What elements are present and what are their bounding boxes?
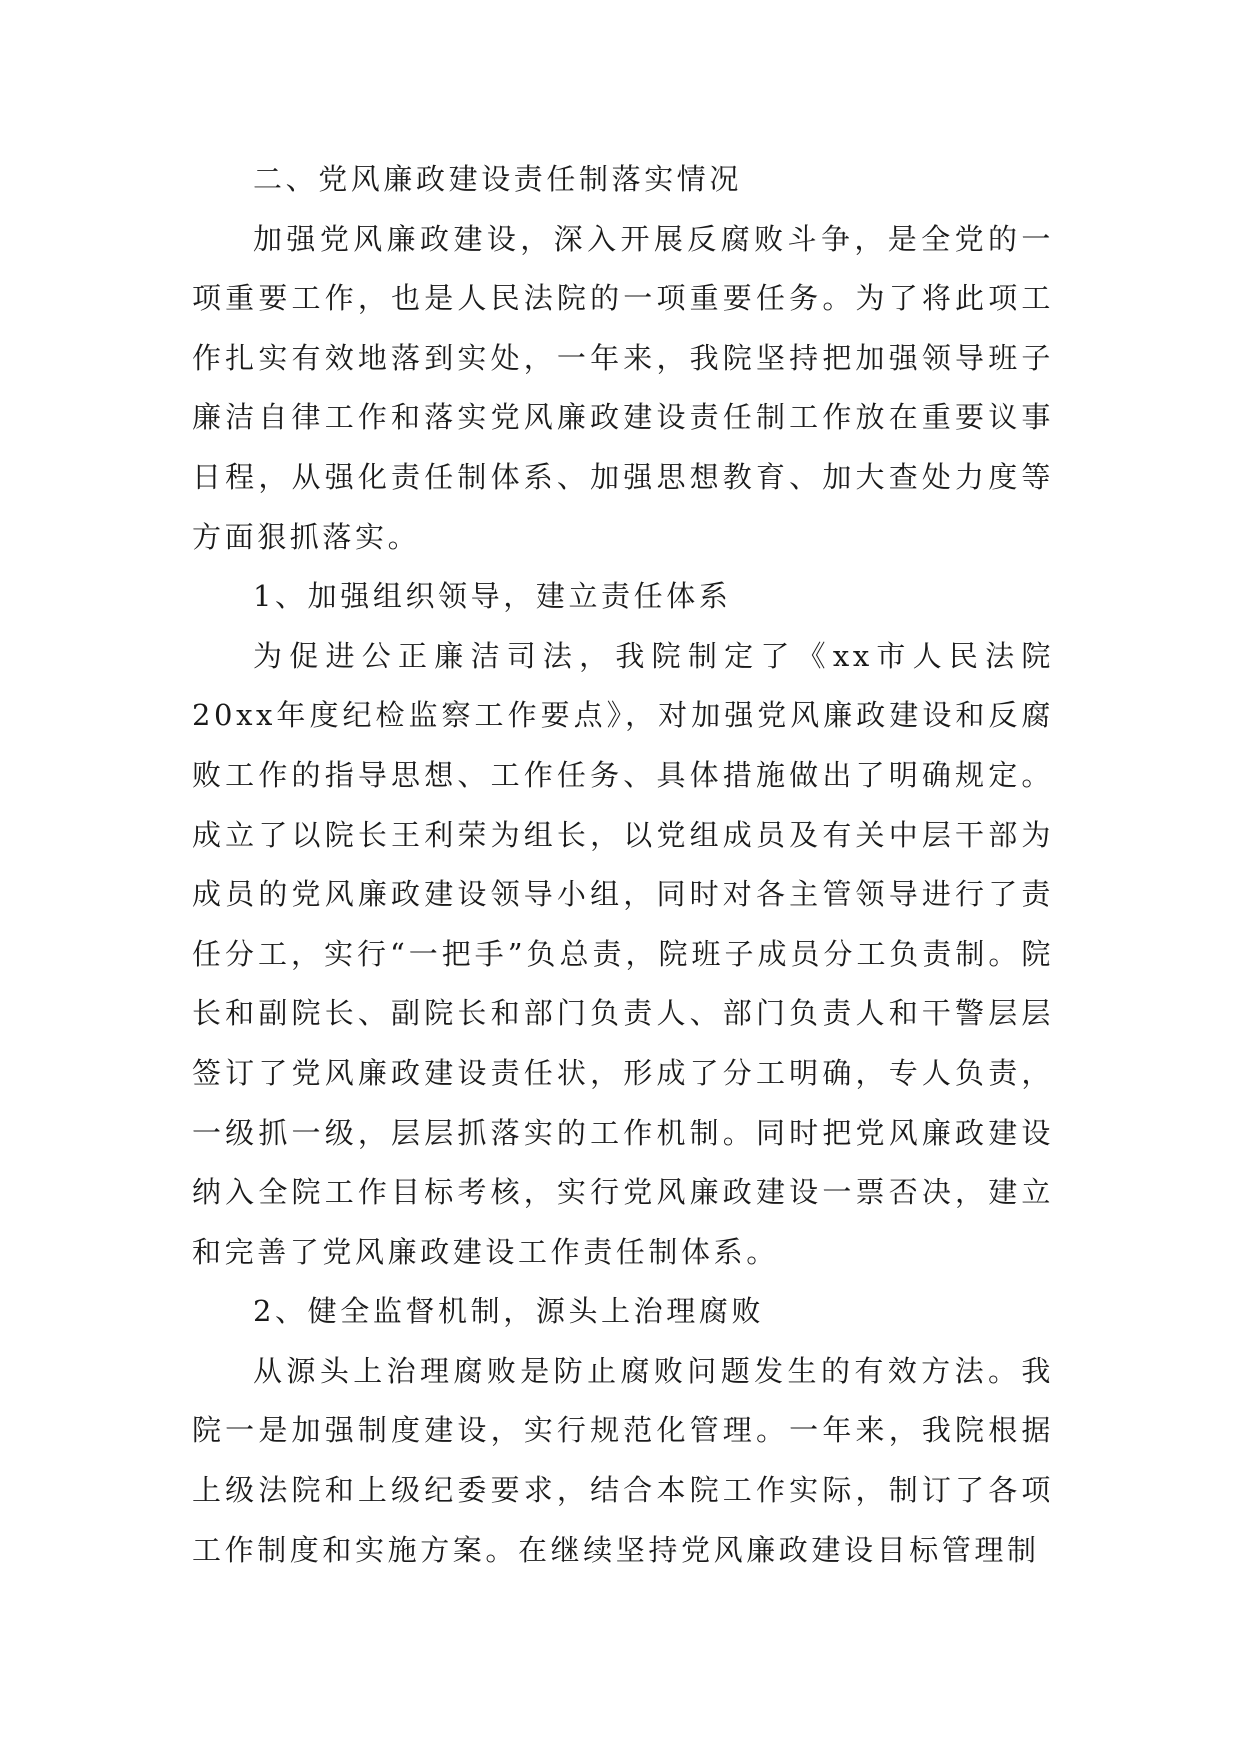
subheading-organization: 1、加强组织领导，建立责任体系 <box>253 579 732 614</box>
subheading-supervision: 2、健全监督机制，源头上治理腐败 <box>253 1294 765 1329</box>
paragraph-organization: 为促进公正廉洁司法，我院制定了《xx市人民法院20xx年度纪检监察工作要点》，对加强党风廉政建设和反腐败工作的指导思想、工作任务、具体措施做出了明确规定。成立了以院长王利荣为组长，以党组成员及有关中层干部为成员的党风廉政建设领导小组，同时对各主管领导进行了责任分工，实行“一把手”负总责，院班子成员分工负责制。院长和副院长、副院长和部门负责人、部门负责人和干警层层签订了党风廉政建设责任状，形成了分工明确，专人负责，一级抓一级，层层抓落实的工作机制。同时把党风廉政建设纳入全院工作目标考核，实行党风廉政建设一票否决，建立和完善了党风廉政建设工作责任制体系。 <box>192 638 1054 1269</box>
paragraph-supervision: 从源头上治理腐败是防止腐败问题发生的有效方法。我院一是加强制度建设，实行规范化管理。一年来，我院根据上级法院和上级纪委要求，结合本院工作实际，制订了各项工作制度和实施方案。在继续坚持党风廉政建设目标管理制 <box>192 1353 1054 1567</box>
document-body <box>192 150 1054 1580</box>
section-heading: 二、党风廉政建设责任制落实情况 <box>253 162 743 196</box>
paragraph-intro: 加强党风廉政建设，深入开展反腐败斗争，是全党的一项重要工作，也是人民法院的一项重要任务。为了将此项工作扎实有效地落到实处，一年来，我院坚持把加强领导班子廉洁自律工作和落实党风廉政建设责任制工作放在重要议事日程，从强化责任制体系、加强思想教育、加大查处力度等方面狠抓落实。 <box>192 221 1054 554</box>
